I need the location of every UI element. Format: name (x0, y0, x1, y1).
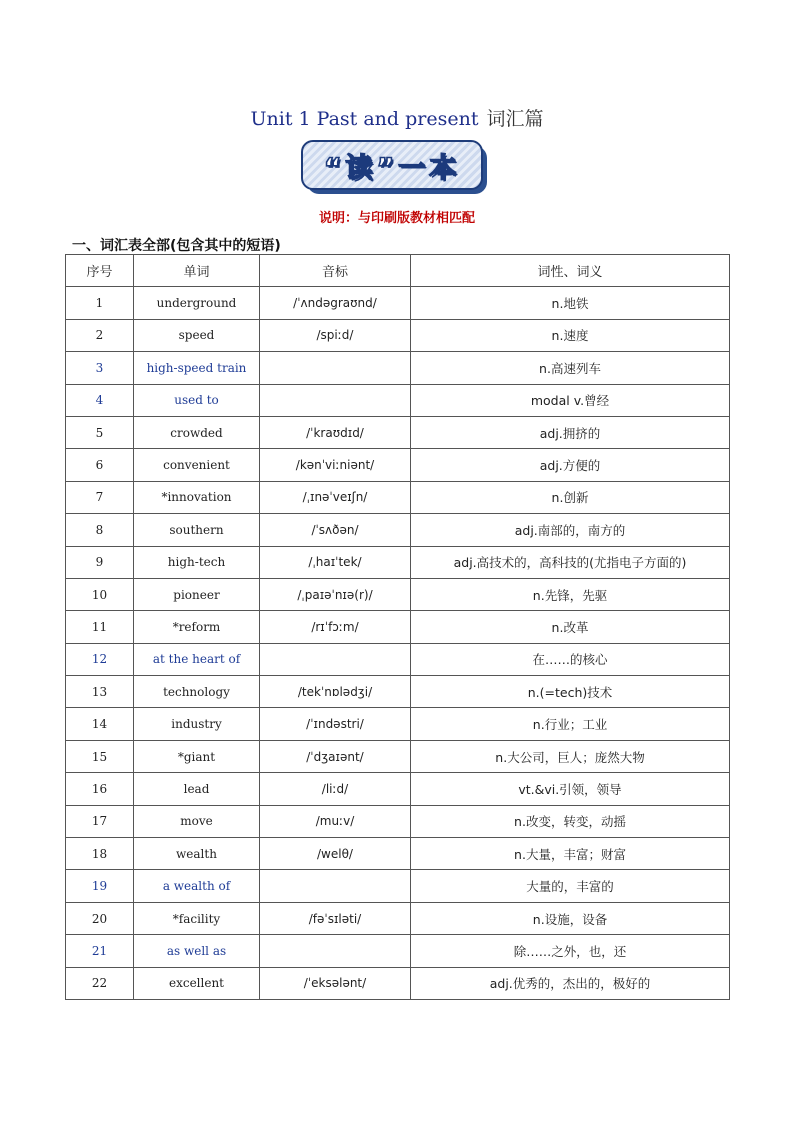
row-number: 21 (66, 935, 134, 967)
row-word: *facility (134, 902, 260, 934)
row-number: 9 (66, 546, 134, 578)
row-number: 11 (66, 611, 134, 643)
row-meaning: n.改革 (411, 611, 730, 643)
row-phonetic: /ˈkraʊdɪd/ (260, 416, 411, 448)
row-meaning: modal v.曾经 (411, 384, 730, 416)
row-word: crowded (134, 416, 260, 448)
row-word: underground (134, 287, 260, 319)
row-number: 15 (66, 740, 134, 772)
table-row (66, 319, 730, 351)
row-meaning: 大量的，丰富的 (411, 870, 730, 902)
table-row (66, 578, 730, 610)
row-number: 18 (66, 838, 134, 870)
header-word: 单词 (134, 255, 260, 287)
row-number: 4 (66, 384, 134, 416)
row-number: 17 (66, 805, 134, 837)
row-meaning: 除……之外，也，还 (411, 935, 730, 967)
row-phonetic: /ˈɪndəstri/ (260, 708, 411, 740)
row-meaning: adj.优秀的，杰出的，极好的 (411, 967, 730, 999)
table-row (66, 643, 730, 675)
row-number: 12 (66, 643, 134, 675)
row-meaning: n.速度 (411, 319, 730, 351)
row-meaning: 在……的核心 (411, 643, 730, 675)
row-word: wealth (134, 838, 260, 870)
title-english: Unit 1 Past and present (250, 108, 479, 130)
row-number: 14 (66, 708, 134, 740)
stamp-text: “读”一本 (323, 152, 461, 184)
row-phonetic: /fəˈsɪləti/ (260, 902, 411, 934)
row-meaning: n.先锋，先驱 (411, 578, 730, 610)
row-word: *reform (134, 611, 260, 643)
table-row (66, 870, 730, 902)
row-phonetic: /ˈsʌðən/ (260, 514, 411, 546)
row-word: as well as (134, 935, 260, 967)
row-meaning: n.行业；工业 (411, 708, 730, 740)
table-row (66, 838, 730, 870)
table-row (66, 384, 730, 416)
row-meaning: vt.&vi.引领，领导 (411, 773, 730, 805)
row-word: *giant (134, 740, 260, 772)
row-phonetic: /rɪˈfɔːm/ (260, 611, 411, 643)
row-word: lead (134, 773, 260, 805)
row-word: used to (134, 384, 260, 416)
row-meaning: adj.南部的，南方的 (411, 514, 730, 546)
row-phonetic: /welθ/ (260, 838, 411, 870)
row-phonetic: /spiːd/ (260, 319, 411, 351)
row-phonetic (260, 643, 411, 675)
row-meaning: n.改变，转变，动摇 (411, 805, 730, 837)
row-word: high-tech (134, 546, 260, 578)
table-row (66, 352, 730, 384)
table-row (66, 546, 730, 578)
table-header-row (66, 255, 730, 287)
table-row (66, 773, 730, 805)
table-row (66, 449, 730, 481)
row-meaning: n.(=tech)技术 (411, 676, 730, 708)
row-word: a wealth of (134, 870, 260, 902)
row-number: 3 (66, 352, 134, 384)
row-word: industry (134, 708, 260, 740)
row-number: 1 (66, 287, 134, 319)
row-meaning: n.创新 (411, 481, 730, 513)
row-number: 19 (66, 870, 134, 902)
row-word: convenient (134, 449, 260, 481)
table-row (66, 514, 730, 546)
table-row (66, 805, 730, 837)
row-word: southern (134, 514, 260, 546)
title-chinese: 词汇篇 (486, 108, 544, 130)
row-phonetic: /kənˈviːniənt/ (260, 449, 411, 481)
row-number: 20 (66, 902, 134, 934)
row-word: *innovation (134, 481, 260, 513)
stamp-badge (301, 140, 483, 190)
row-phonetic (260, 352, 411, 384)
row-meaning: adj.拥挤的 (411, 416, 730, 448)
row-phonetic: /ˈdʒaɪənt/ (260, 740, 411, 772)
row-meaning: n.设施，设备 (411, 902, 730, 934)
row-meaning: adj.方便的 (411, 449, 730, 481)
table-row (66, 935, 730, 967)
row-phonetic (260, 935, 411, 967)
row-number: 6 (66, 449, 134, 481)
row-phonetic (260, 384, 411, 416)
row-number: 22 (66, 967, 134, 999)
table-row (66, 416, 730, 448)
row-phonetic: /liːd/ (260, 773, 411, 805)
row-number: 2 (66, 319, 134, 351)
row-phonetic: /ˈeksələnt/ (260, 967, 411, 999)
row-number: 7 (66, 481, 134, 513)
row-number: 13 (66, 676, 134, 708)
table-row (66, 967, 730, 999)
row-phonetic (260, 870, 411, 902)
row-phonetic: /ˌhaɪˈtek/ (260, 546, 411, 578)
table-row (66, 611, 730, 643)
edition-note: 说明：与印刷版教材相匹配 (318, 211, 475, 226)
header-phonetic: 音标 (260, 255, 411, 287)
row-number: 8 (66, 514, 134, 546)
row-phonetic: /tekˈnɒlədʒi/ (260, 676, 411, 708)
row-word: move (134, 805, 260, 837)
row-phonetic: /muːv/ (260, 805, 411, 837)
row-number: 16 (66, 773, 134, 805)
table-body (66, 287, 730, 1000)
page-title (0, 104, 794, 131)
row-word: pioneer (134, 578, 260, 610)
section-title: 一、词汇表全部(包含其中的短语) (72, 238, 281, 254)
row-phonetic: /ˈʌndəgraʊnd/ (260, 287, 411, 319)
read-stamp (301, 140, 491, 198)
row-meaning: n.地铁 (411, 287, 730, 319)
row-phonetic: /ˌɪnəˈveɪʃn/ (260, 481, 411, 513)
table-row (66, 676, 730, 708)
row-number: 5 (66, 416, 134, 448)
vocabulary-table (65, 254, 730, 1000)
table-row (66, 740, 730, 772)
table-row (66, 481, 730, 513)
row-word: speed (134, 319, 260, 351)
row-number: 10 (66, 578, 134, 610)
row-meaning: n.大公司，巨人；庞然大物 (411, 740, 730, 772)
table-row (66, 902, 730, 934)
row-meaning: n.大量，丰富；财富 (411, 838, 730, 870)
header-number: 序号 (66, 255, 134, 287)
row-word: technology (134, 676, 260, 708)
header-meaning: 词性、词义 (411, 255, 730, 287)
table-row (66, 287, 730, 319)
row-word: excellent (134, 967, 260, 999)
row-phonetic: /ˌpaɪəˈnɪə(r)/ (260, 578, 411, 610)
table-row (66, 708, 730, 740)
row-meaning: n.高速列车 (411, 352, 730, 384)
row-word: high-speed train (134, 352, 260, 384)
row-word: at the heart of (134, 643, 260, 675)
row-meaning: adj.高技术的，高科技的(尤指电子方面的) (411, 546, 730, 578)
